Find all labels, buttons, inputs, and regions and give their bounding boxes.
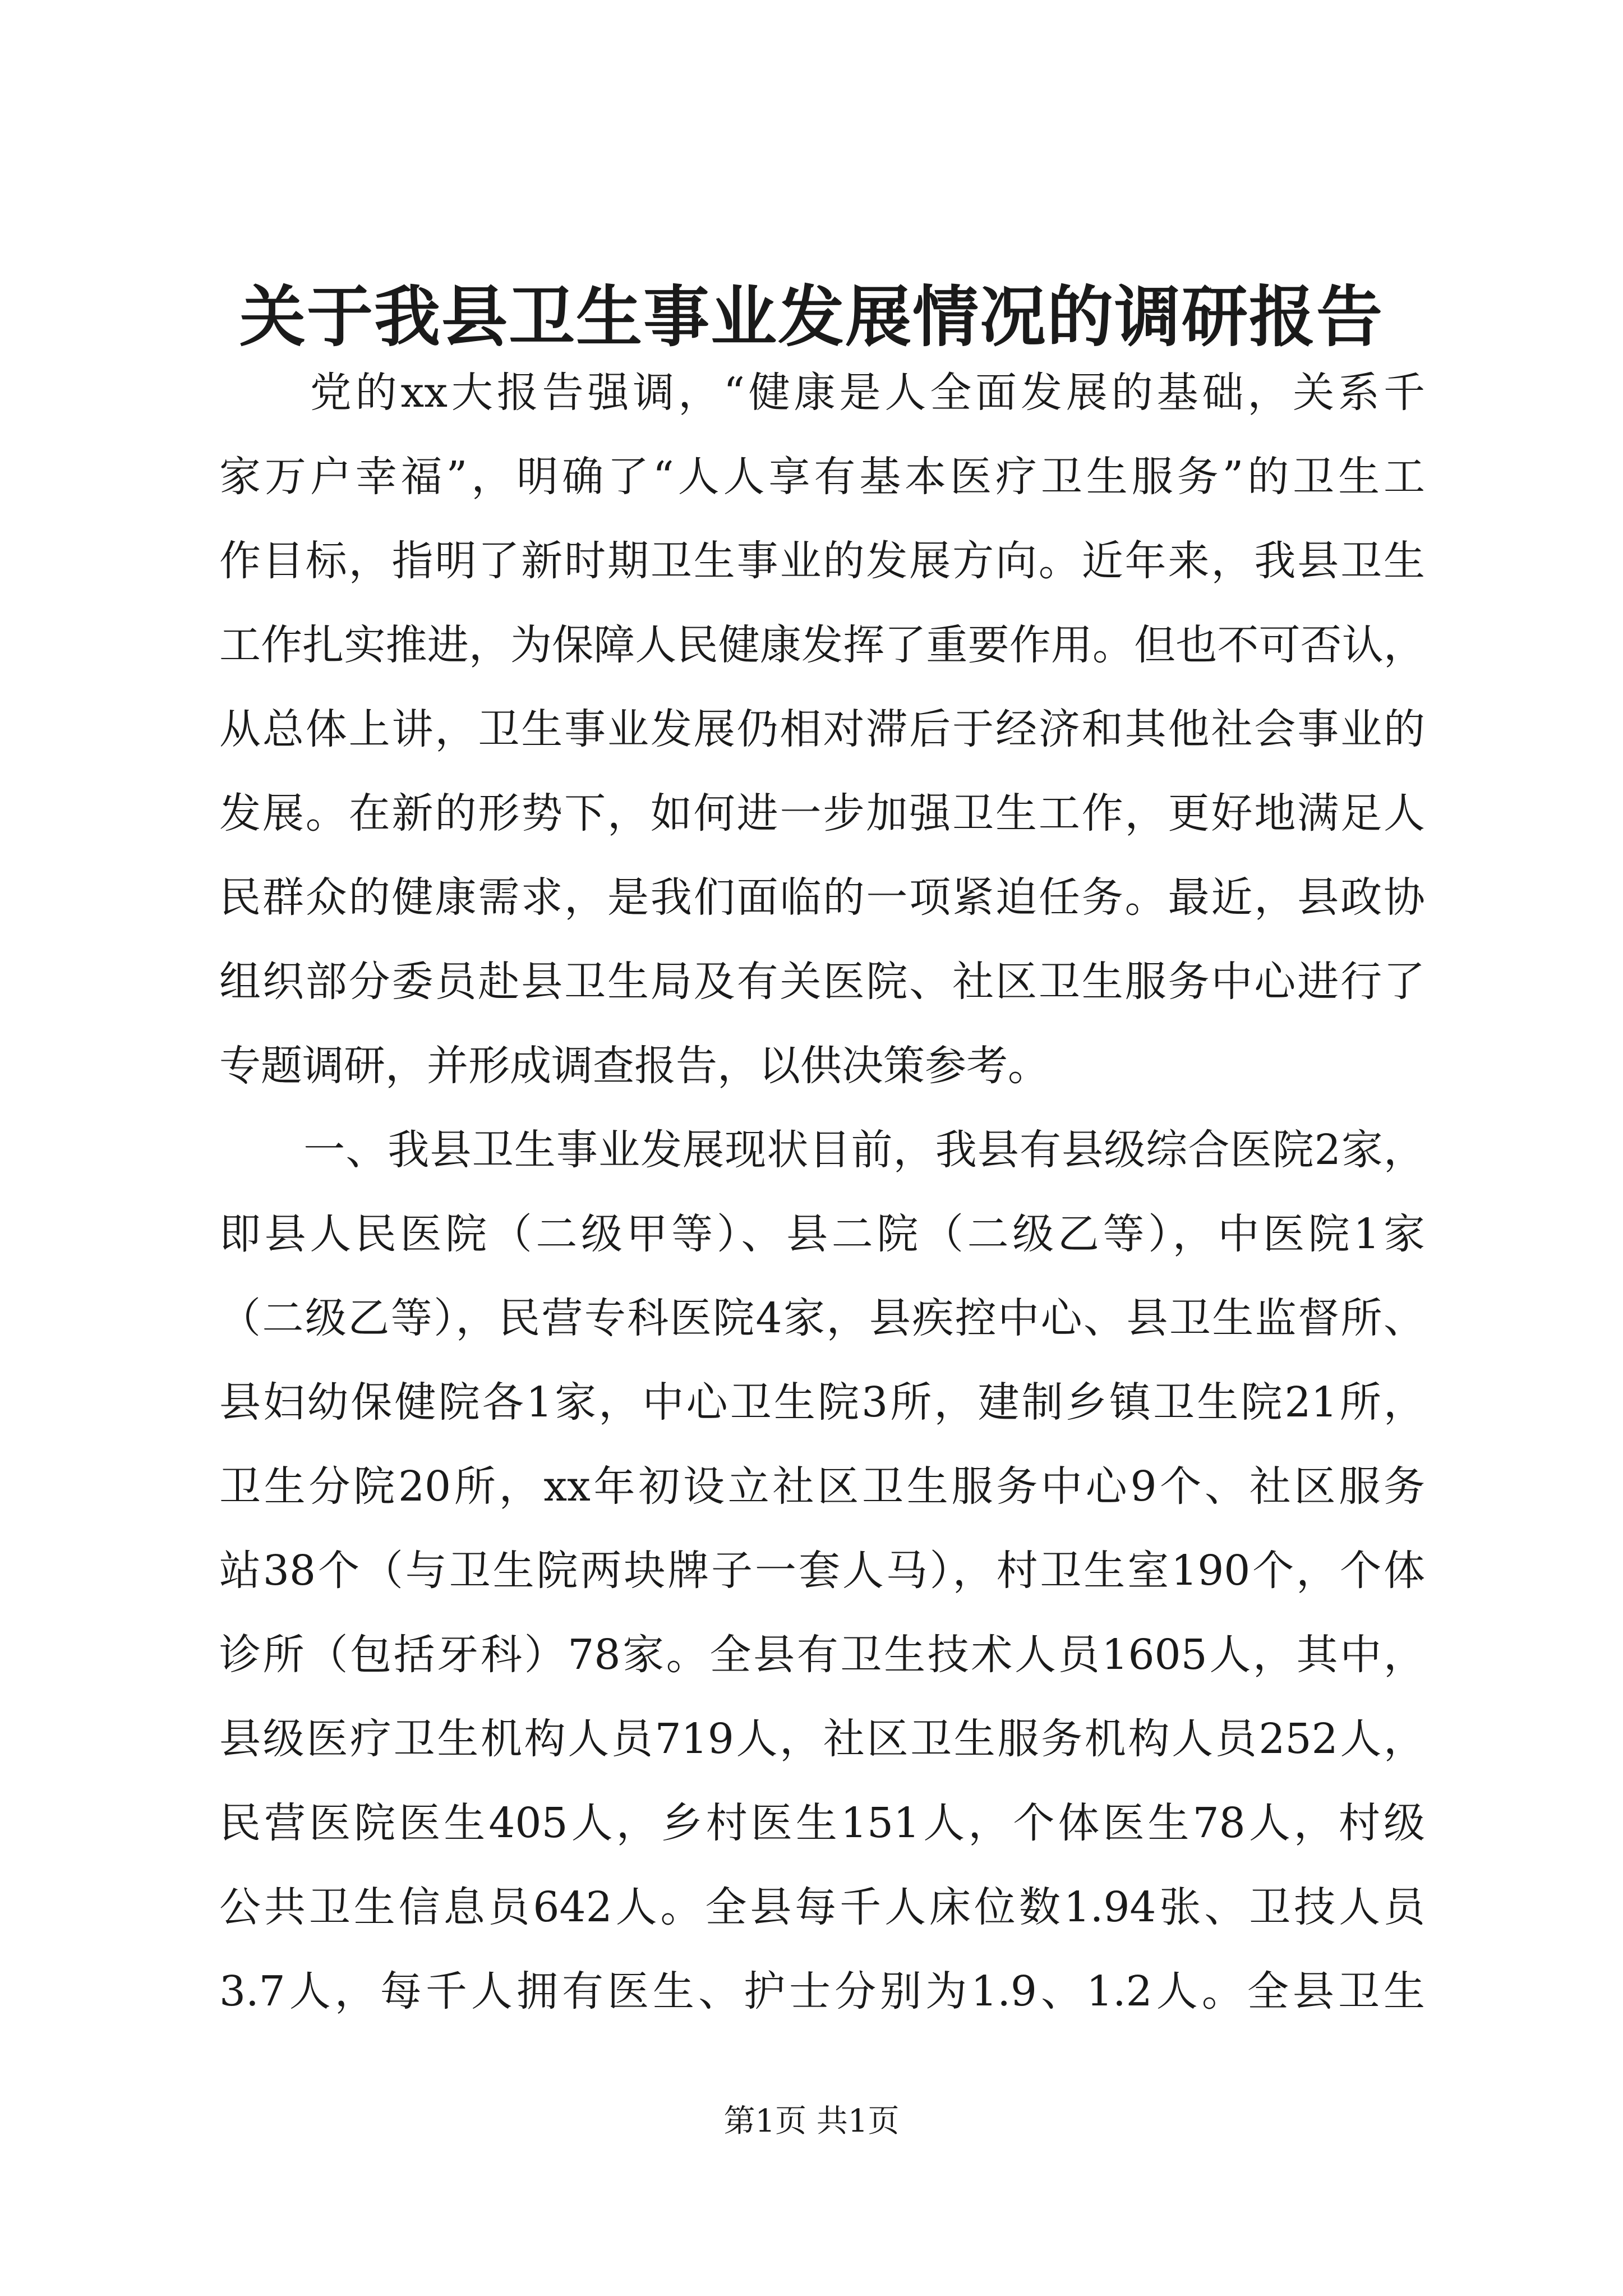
body-line: 3.7人，每千人拥有医生、护士分别为1.9、1.2人。全县卫生 bbox=[219, 1967, 1425, 2016]
document-body bbox=[219, 351, 1425, 2033]
body-line: 作目标，指明了新时期卫生事业的发展方向。近年来，我县卫生 bbox=[219, 537, 1425, 585]
body-line: 民群众的健康需求，是我们面临的一项紧迫任务。最近，县政协 bbox=[219, 873, 1425, 922]
body-line: 民营医院医生405人，乡村医生151人，个体医生78人，村级 bbox=[219, 1799, 1425, 1847]
body-line: 从总体上讲，卫生事业发展仍相对滞后于经济和其他社会事业的 bbox=[219, 705, 1425, 753]
body-line: 卫生分院20所，xx年初设立社区卫生服务中心9个、社区服务 bbox=[219, 1462, 1425, 1511]
body-line: 党的xx大报告强调，“健康是人全面发展的基础，关系千 bbox=[219, 369, 1425, 417]
document-title: 关于我县卫生事业发展情况的调研报告 bbox=[239, 278, 1384, 356]
body-line: 站38个（与卫生院两块牌子一套人马），村卫生室190个，个体 bbox=[219, 1547, 1425, 1595]
body-line: 县级医疗卫生机构人员719人，社区卫生服务机构人员252人， bbox=[219, 1715, 1425, 1763]
body-line: 发展。在新的形势下，如何进一步加强卫生工作，更好地满足人 bbox=[219, 789, 1425, 838]
body-line: 专题调研，并形成调查报告，以供决策参考。 bbox=[219, 1042, 1049, 1090]
body-line: 县妇幼保健院各1家，中心卫生院3所，建制乡镇卫生院21所， bbox=[219, 1378, 1425, 1427]
body-line: 诊所（包括牙科）78家。全县有卫生技术人员1605人，其中， bbox=[219, 1631, 1425, 1679]
body-line: 即县人民医院（二级甲等）、县二院（二级乙等），中医院1家 bbox=[219, 1210, 1425, 1258]
body-line: 一、我县卫生事业发展现状目前，我县有县级综合医院2家， bbox=[219, 1126, 1425, 1174]
body-line: 公共卫生信息员642人。全县每千人床位数1.94张、卫技人员 bbox=[219, 1883, 1425, 1931]
body-line: 组织部分委员赴县卫生局及有关医院、社区卫生服务中心进行了 bbox=[219, 958, 1425, 1006]
page-footer: 第1页 共1页 bbox=[723, 2103, 900, 2139]
body-line: （二级乙等），民营专科医院4家，县疾控中心、县卫生监督所、 bbox=[219, 1294, 1425, 1342]
body-line: 工作扎实推进，为保障人民健康发挥了重要作用。但也不可否认， bbox=[219, 621, 1425, 669]
body-line: 家万户幸福”，明确了“人人享有基本医疗卫生服务”的卫生工 bbox=[219, 453, 1425, 501]
